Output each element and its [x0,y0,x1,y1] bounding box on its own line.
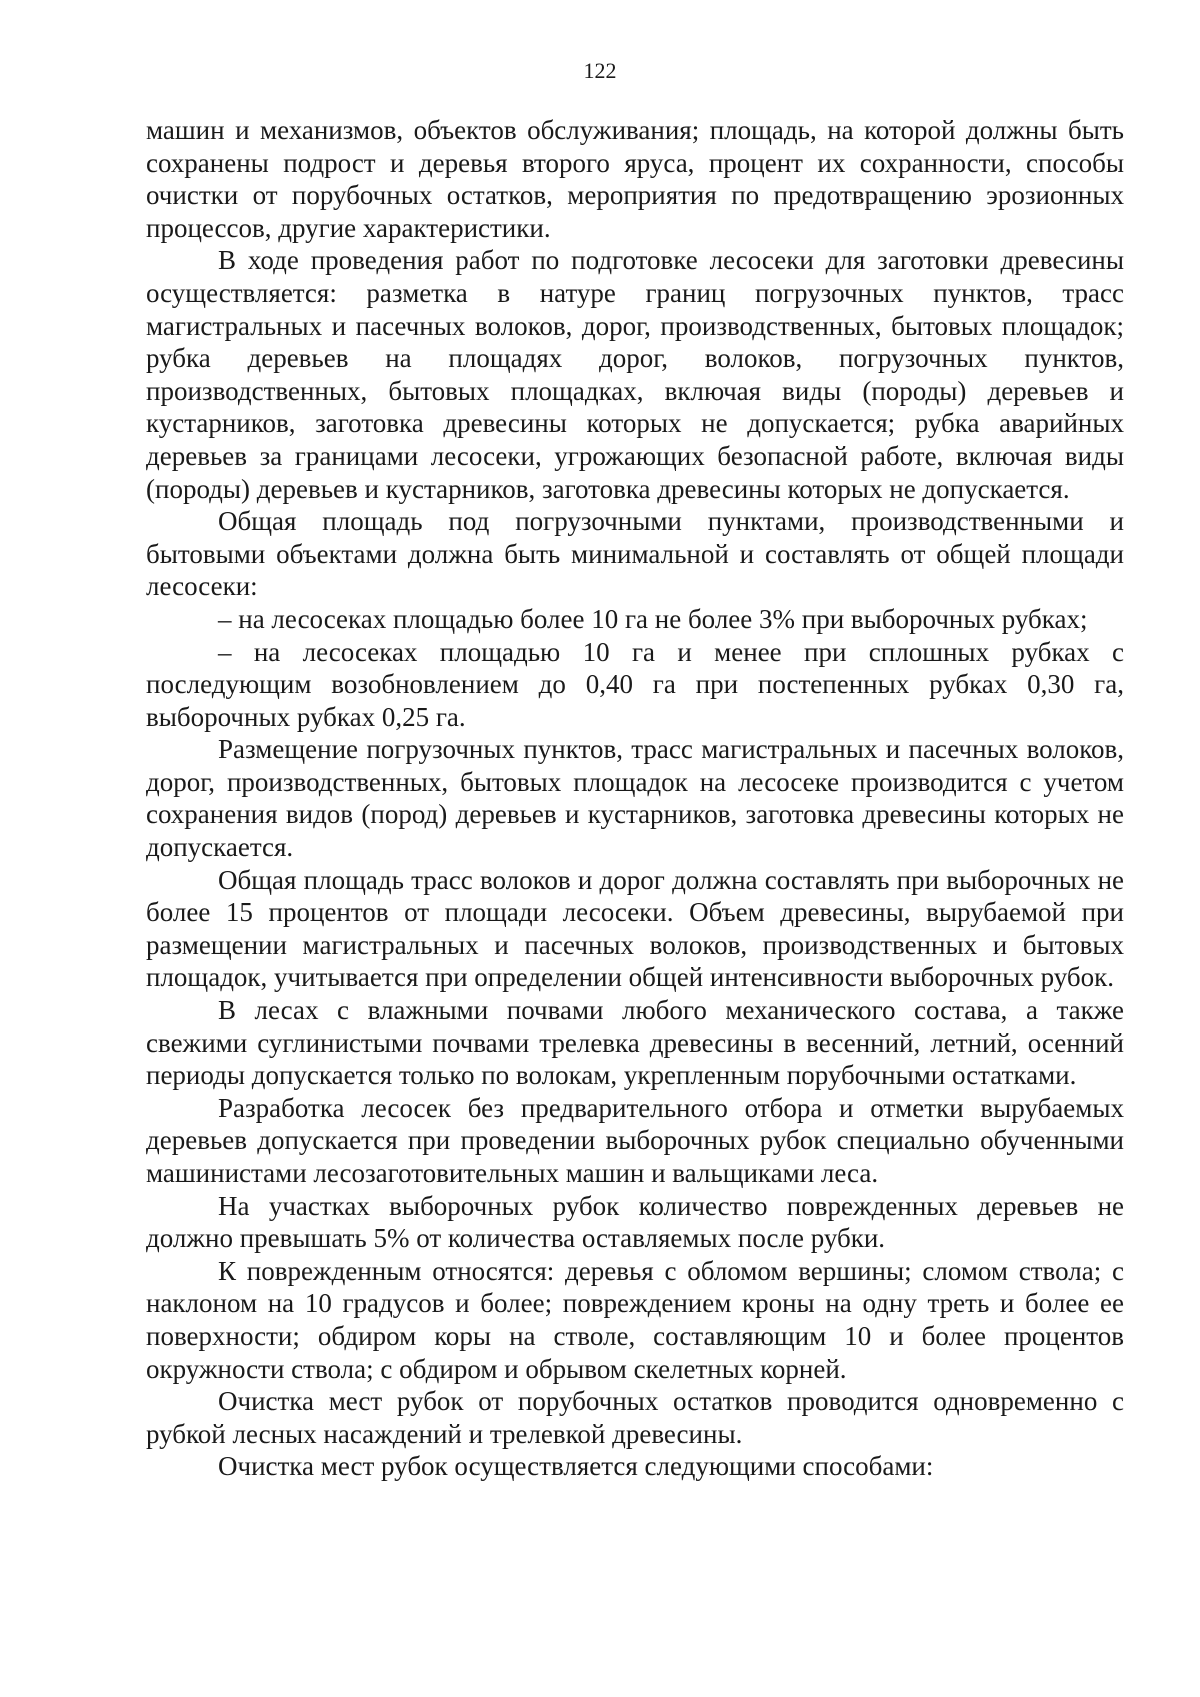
paragraph-placement: Размещение погрузочных пунктов, трасс магистральных и пасечных волоков, дорог, производственных, бытовых площадок на лесосеке производится с учетом сохранения видов (пород) деревьев и кустарников, заготовка древесины которых не допускается. [146,734,1124,863]
list-item-area-10ha-or-less: – на лесосеках площадью 10 га и менее при сплошных рубках с последующим возобновлением до 0,40 га при постепенных рубках 0,30 га, выборочных рубках 0,25 га. [146,636,1124,732]
paragraph-total-area: Общая площадь под погрузочными пунктами, производственными и бытовыми объектами должна быть минимальной и составлять от общей площади лесосеки: [146,506,1124,602]
paragraph-cleaning-methods: Очистка мест рубок осуществляется следующими способами: [218,1451,934,1482]
list-item-area-more-10ha: – на лесосеках площадью более 10 га не более 3% при выборочных рубках; [218,603,1088,634]
paragraph-wet-soils: В лесах с влажными почвами любого механического состава, а также свежими суглинистыми почвами трелевка древесины в весенний, летний, осенний периоды допускается только по волокам, укрепленным порубочными остатками. [146,995,1124,1091]
paragraph-damaged-limit: На участках выборочных рубок количество поврежденных деревьев не должно превышать 5% от количества оставляемых после рубки. [146,1190,1124,1254]
paragraph-continuation: машин и механизмов, объектов обслуживания; площадь, на которой должны быть сохранены подрост и деревья второго яруса, процент их сохранности, способы очистки от порубочных остатков, мероприятия по предотвращению эрозионных процессов, другие характеристики. [146,115,1124,243]
paragraph-preparation-works: В ходе проведения работ по подготовке лесосеки для заготовки древесины осуществляется: разметка в натуре границ погрузочных пунктов, трасс магистральных и пасечных волоков, дорог, производственных, бытовых площадок; рубка деревьев на площадях дорог, волоков, погрузочных пунктов, производственных, бытовых площадках, включая виды (породы) деревьев и кустарников, заготовка древесины которых не допускается; рубка аварийных деревьев за границами лесосеки, угрожающих безопасной работе, включая виды (породы) деревьев и кустарников, заготовка древесины которых не допускается. [146,245,1124,504]
paragraph-roads-area: Общая площадь трасс волоков и дорог должна составлять при выборочных не более 15 процентов от площади лесосеки. Объем древесины, вырубаемой при размещении магистральных и пасечных волоков, производственных и бытовых площадок, учитывается при определении общей интенсивности выборочных рубок. [146,864,1124,993]
paragraph-no-preselection: Разработка лесосек без предварительного отбора и отметки вырубаемых деревьев допускается при проведении выборочных рубок специально обученными машинистами лесозаготовительных машин и вальщиками леса. [146,1092,1124,1188]
paragraph-damaged-definition: К поврежденным относятся: деревья с обломом вершины; сломом ствола; с наклоном на 10 градусов и более; повреждением кроны на одну треть и более ее поверхности; обдиром коры на стволе, составляющим 10 и более процентов окружности ствола; с обдиром и обрывом скелетных корней. [146,1255,1124,1384]
document-body [146,114,1124,1483]
paragraph-cleaning-timing: Очистка мест рубок от порубочных остатков проводится одновременно с рубкой лесных насаждений и трелевкой древесины. [146,1386,1124,1449]
page-number: 122 [583,58,617,83]
